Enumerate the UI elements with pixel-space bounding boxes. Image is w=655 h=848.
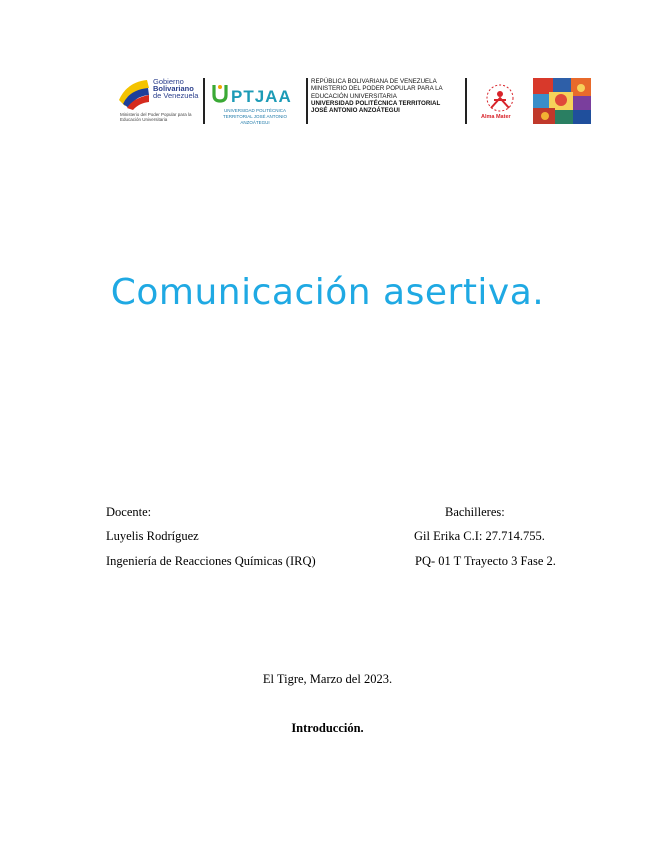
gov-logo-subtext: Ministerio del Poder Popular para la Educación Universitaria [120,112,192,122]
document-title: Comunicación asertiva. [110,272,545,313]
institution-text: REPÚBLICA BOLIVARIANA DE VENEZUELA MINISTERIO DEL PODER POPULAR PARA LA EDUCACIÓN UNIVERSITARIA UNIVERSIDAD POLITÉCNICA TERRITORIAL JOSÉ ANTONIO ANZOÁTEGUI [311,78,443,115]
docente-subject: Ingeniería de Reacciones Químicas (IRQ) [106,554,316,568]
student-name: Gil Erika C.I: 27.714.755. [414,529,545,543]
ptjaa-wordmark: PTJAA [231,87,292,106]
place-date: El Tigre, Marzo del 2023. [262,672,393,686]
ptjaa-logo [211,78,299,124]
header-logo-banner [117,74,595,128]
gobierno-bolivariano-logo [117,76,199,122]
mural-collage-icon [533,78,591,124]
docente-label: Docente: [106,505,152,519]
logo-divider [203,78,205,124]
venezuela-flag-icon [117,76,151,110]
alma-mater-text: Alma Mater [481,114,511,120]
ptjaa-subtext: UNIVERSIDAD POLITÉCNICA TERRITORIAL JOSÉ ANTONIO ANZOÁTEGUI [223,108,287,125]
ptjaa-u-icon [211,82,229,104]
bachilleres-label: Bachilleres: [445,505,505,519]
student-section: PQ- 01 T Trayecto 3 Fase 2. [415,554,556,568]
logo-divider [306,78,308,124]
docente-name: Luyelis Rodríguez [106,529,199,543]
gov-logo-text: Gobierno Bolivariano de Venezuela [153,77,199,100]
introduction-heading: Introducción. [291,721,364,735]
logo-divider [465,78,467,124]
